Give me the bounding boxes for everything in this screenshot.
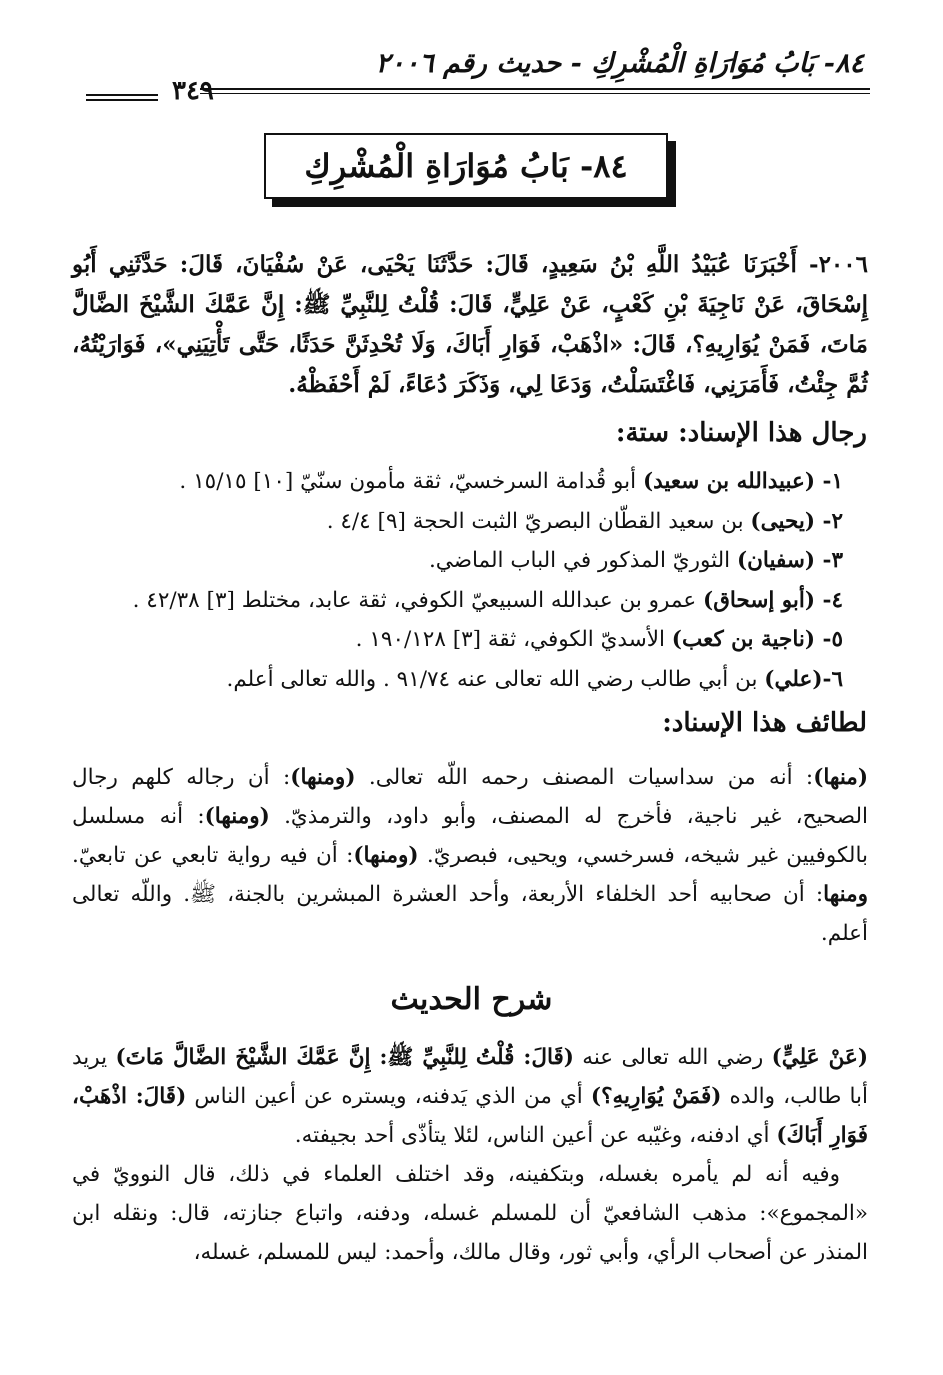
- commentary-text: [72, 1038, 868, 1272]
- page-header: [78, 48, 878, 108]
- commentary-paragraph: (عَنْ عَلِيٍّ) رضي الله تعالى عنه (قَالَ: قُلْتُ لِلنَّبِيِّ ﷺ: إِنَّ عَمَّكَ الشَّيْخَ الضَّالَّ مَاتَ) يريد أبا طالب، والده (فَمَنْ يُوَارِيهِ؟) أي من الذي يَدفنه، ويستره عن أعين الناس (قَالَ: اذْهَبْ، فَوَارِ أَبَاكَ) أي ادفنه، وغيّبه عن أعين الناس، لئلا يتأذّى أحد بجيفته.: [72, 1045, 869, 1148]
- narrator-item: ١- (عبيدالله بن سعيد) أبو قُدامة السرخسيّ، ثقة مأمون سنّيّ [١٠] ١٥/١٥ .: [179, 469, 843, 494]
- subtleties-heading: لطائف هذا الإسناد:: [662, 708, 867, 738]
- chapter-title-box: [264, 133, 684, 213]
- header-rule-short: [86, 94, 158, 104]
- hadith-paragraph: ٢٠٠٦- أَخْبَرَنَا عُبَيْدُ اللَّهِ بْنُ سَعِيدٍ، قَالَ: حَدَّثَنَا يَحْيَى، عَنْ سُفْيَانَ، قَالَ: حَدَّثَنِي أَبُو إِسْحَاقَ، عَنْ نَاجِيَةَ بْنِ كَعْبٍ، عَنْ عَلِيٍّ، قَالَ: قُلْتُ لِلنَّبِيِّ ﷺ: إِنَّ عَمَّكَ الشَّيْخَ الضَّالَّ مَاتَ، فَمَنْ يُوَارِيهِ؟، قَالَ: «اذْهَبْ، فَوَارِ أَبَاكَ، وَلَا تُحْدِثَنَّ حَدَثًا، حَتَّى تَأْتِيَنِي»، فَوَارَيْتُهُ، ثُمَّ جِئْتُ، فَأَمَرَنِي، فَاغْتَسَلْتُ، وَدَعَا لِي، وَذَكَرَ دُعَاءً، لَمْ أَحْفَظْهُ.: [72, 251, 868, 398]
- header-rule: [200, 88, 870, 94]
- narrator-item: ٤- (أبو إسحاق) عمرو بن عبدالله السبيعيّ الكوفي، ثقة عابد، مختلط [٣] ٤٢/٣٨ .: [132, 587, 843, 613]
- narrator-item: ٢- (يحيى) بن سعيد القطّان البصريّ الثبت الحجة [٩] ٤/٤ .: [326, 508, 843, 534]
- narrators-heading: رجال هذا الإسناد: ستة:: [615, 418, 867, 448]
- subtleties-text: [72, 758, 868, 953]
- narrator-item: ٣- (سفيان) الثوريّ المذكور في الباب الماضي.: [428, 548, 843, 573]
- page-number: ٣٤٩: [172, 76, 214, 106]
- running-title: ٨٤- بَابُ مُوَارَاةِ الْمُشْرِكِ - حديث رقم ٢٠٠٦: [375, 48, 864, 79]
- chapter-title: ٨٤- بَابُ مُوَارَاةِ الْمُشْرِكِ: [264, 133, 668, 199]
- narrators-list: [83, 462, 843, 699]
- narrator-item: ٦-(علي) بن أبي طالب رضي الله تعالى عنه ٩١/٧٤ . والله تعالى أعلم.: [226, 666, 843, 692]
- hadith-text: [72, 245, 868, 405]
- narrator-item: ٥- (ناجية بن كعب) الأسديّ الكوفي، ثقة [٣] ١٩٠/١٢٨ .: [355, 627, 843, 652]
- subtleties-paragraph: (منها): أنه من سداسيات المصنف رحمه اللّه تعالى. (ومنها): أن رجاله كلهم رجال الصحيح، غير ناجية، فأخرج له المصنف، وأبو داود، والترمذيّ. (ومنها): أنه مسلسل بالكوفيين غير شيخه، فسرخسي، ويحيى، فبصريّ. (ومنها): أن فيه رواية تابعي عن تابعيّ. ومنها: أن صحابيه أحد الخلفاء الأربعة، وأحد العشرة المبشرين بالجنة، ﷺ. واللّه تعالى أعلم.: [72, 765, 868, 946]
- commentary-paragraph: وفيه أنه لم يأمره بغسله، وبتكفينه، وقد اختلف العلماء في ذلك، قال النوويّ في «المجموع»: مذهب الشافعيّ أن للمسلم غسله، ودفنه، واتباع جنازته، قال: ونقله ابن المنذر عن أصحاب الرأي، وأبي ثور، وقال مالك، وأحمد: ليس للمسلم، غسله،: [72, 1162, 868, 1265]
- commentary-heading: شرح الحديث: [390, 982, 553, 1017]
